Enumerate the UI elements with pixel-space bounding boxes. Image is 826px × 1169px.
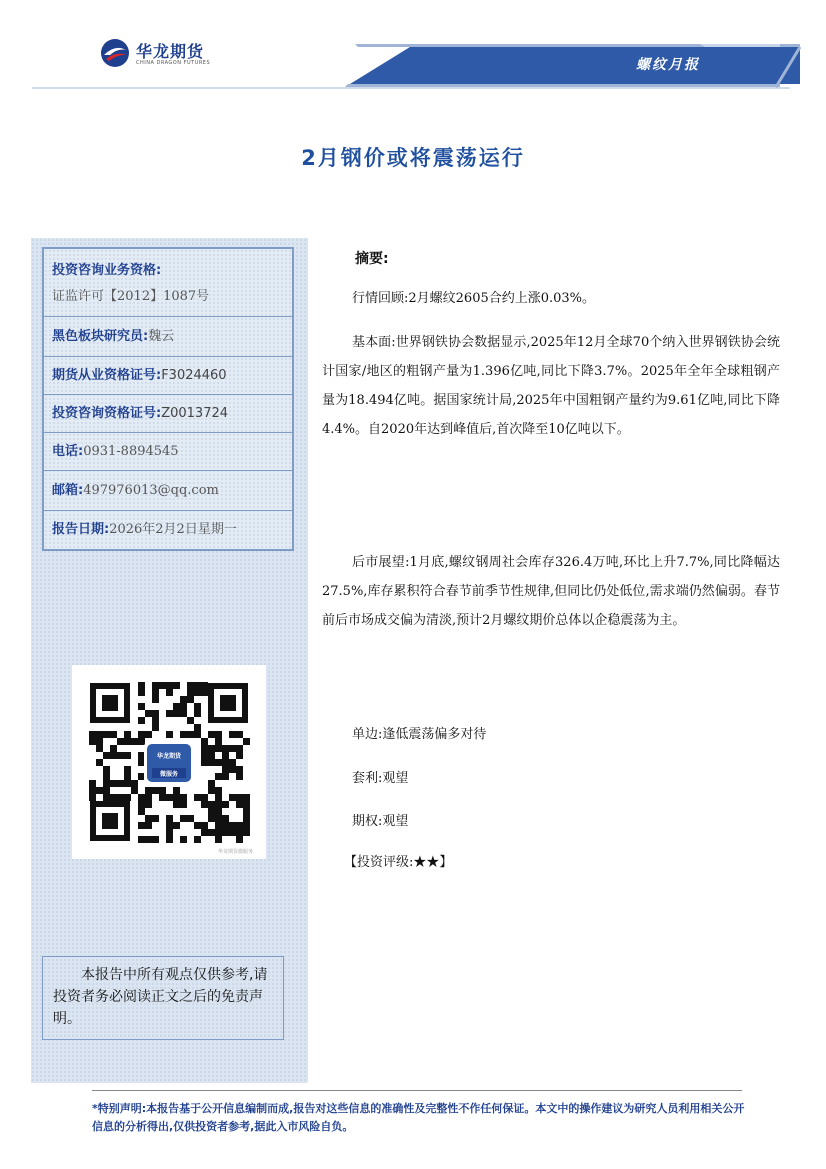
dragon-logo-icon: [100, 38, 130, 68]
footer-disclaimer: *特别声明:本报告基于公开信息编制而成,报告对这些信息的准确性及完整性不作任何保证。本文中的操作建议为研究人员利用相关公开信息的分析得出,仅供投资者参考,据此入市风险自负。: [92, 1102, 745, 1133]
company-logo: [100, 36, 210, 72]
info-label: 投资咨询资格证号:: [52, 406, 162, 421]
paragraph-outlook: 后市展望:1月底,螺纹钢周社会库存326.4万吨,环比上升7.7%,同比降幅达27.5%,库存累积符合春节前季节性规律,但同比仍处低位,需求端仍然偏弱。春节前后市场成交偏为清淡,预计2月螺纹期价总体以企稳震荡为主。: [322, 555, 780, 628]
info-row-license: [44, 285, 292, 317]
logo-text-cn: 华龙期货: [136, 42, 205, 61]
info-row-consult-cert: [44, 395, 292, 433]
info-row-futures-cert: [44, 357, 292, 395]
notice-box: 本报告中所有观点仅供参考,请投资者务必阅读正文之后的免责声明。: [42, 956, 284, 1040]
abstract-heading: 摘要:: [355, 251, 389, 267]
info-value: F3024460: [161, 368, 227, 383]
info-value: Z0013724: [161, 406, 229, 421]
qr-code-icon: [72, 665, 266, 859]
info-label: 投资咨询业务资格:: [52, 263, 162, 278]
investment-rating: 【投资评级:★★】: [344, 855, 453, 870]
page-header: [0, 0, 826, 100]
sidebar: [31, 238, 308, 1083]
qr-badge-top: 华龙期货: [156, 753, 181, 760]
paragraph-market-review: 行情回顾:2月螺纹2605合约上涨0.03%。: [352, 291, 596, 306]
footer-divider: [92, 1090, 742, 1091]
info-row-phone: [44, 433, 292, 471]
report-type-label: 螺纹月报: [636, 57, 700, 73]
info-label: 报告日期:: [52, 522, 110, 537]
paragraph-unilateral: 单边:逢低震荡偏多对待: [352, 727, 487, 742]
info-value: 0931-8894545: [83, 444, 179, 459]
info-row-date: [44, 511, 292, 549]
page-title: 2月钢价或将震荡运行: [301, 146, 525, 170]
info-label: 期货从业资格证号:: [52, 368, 162, 383]
paragraph-options: 期权:观望: [352, 814, 409, 829]
info-value: 证监许可【2012】1087号: [52, 289, 210, 304]
info-label: 黑色板块研究员:: [52, 329, 149, 344]
info-value: 魏云: [148, 329, 175, 344]
qr-badge-bottom: 微服务: [159, 771, 178, 778]
info-row-email: [44, 471, 292, 511]
paragraph-fundamentals: 基本面:世界钢铁协会数据显示,2025年12月全球70个纳入世界钢铁协会统计国家/地区的粗钢产量为1.396亿吨,同比下降3.7%。2025年全年全球粗钢产量为18.494亿吨。据国家统计局,2025年中国粗钢产量约为9.61亿吨,同比下降4.4%。自2020年达到峰值后,首次降至10亿吨以下。: [322, 335, 780, 437]
logo-text-en: CHINA DRAGON FUTURES: [136, 60, 211, 66]
info-value: 2026年2月2日星期一: [109, 522, 237, 537]
qr-caption: 华龙期货微服务: [218, 849, 254, 855]
paragraph-arbitrage: 套利:观望: [352, 771, 409, 786]
info-row-researcher: [44, 317, 292, 357]
info-label: 邮箱:: [52, 483, 84, 498]
info-label: 电话:: [52, 444, 84, 459]
info-row-qualification: [44, 259, 292, 285]
info-value: 497976013@qq.com: [83, 483, 219, 498]
analyst-info-box: [42, 247, 294, 551]
wechat-qr-code: [72, 665, 266, 859]
